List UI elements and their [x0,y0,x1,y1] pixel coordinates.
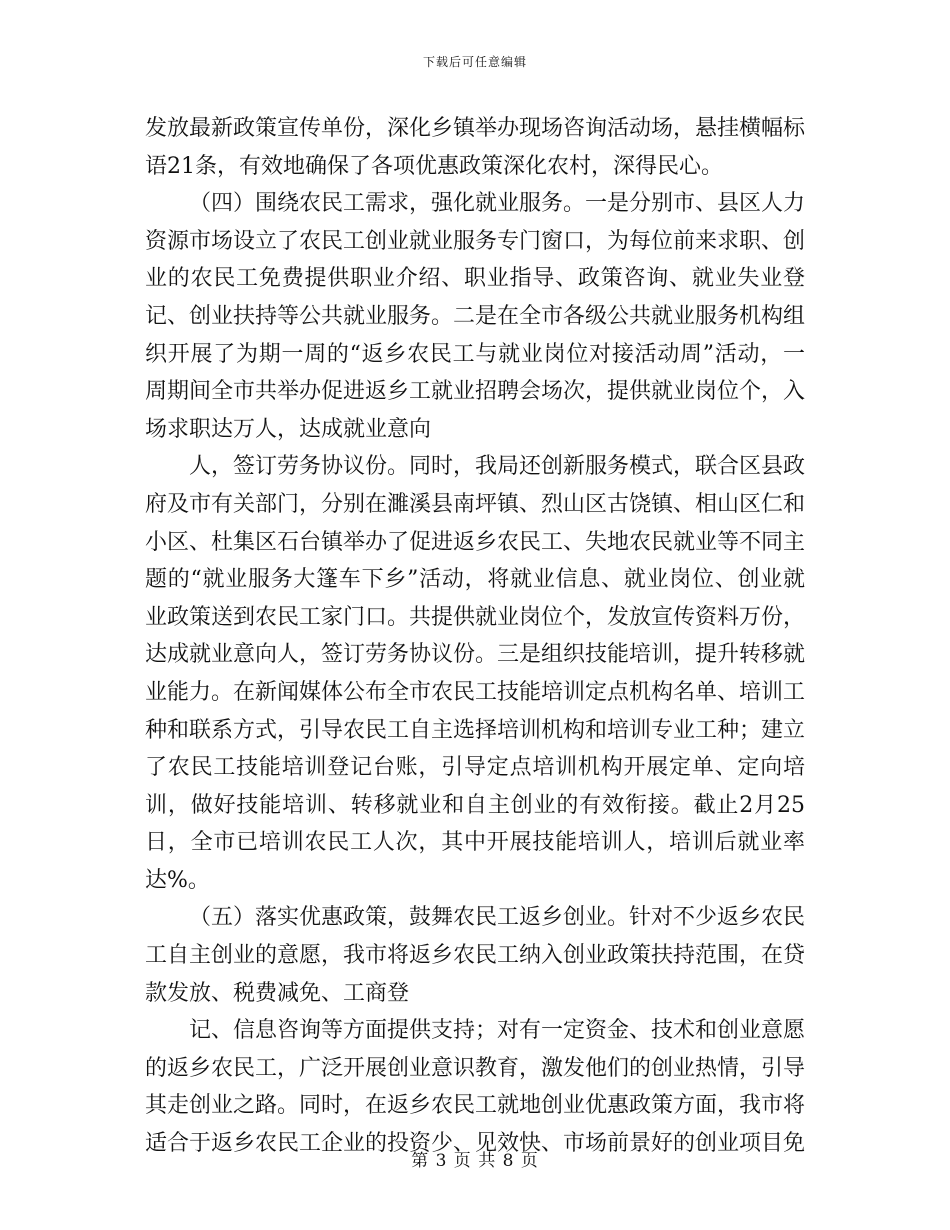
paragraph-4: （五）落实优惠政策，鼓舞农民工返乡创业。针对不少返乡农民工自主创业的意愿，我市将返乡农民工纳入创业政策扶持范围，在贷款发放、税费减免、工商登 [145,905,806,1006]
paragraph-2: （四）围绕农民工需求，强化就业服务。一是分别市、县区人力资源市场设立了农民工创业就业服务专门窗口，为每位前来求职、创业的农民工免费提供职业介绍、职业指导、政策咨询、就业失业登记、创业扶持等公共就业服务。二是在全市各级公共就业服务机构组织开展了为期一周的“返乡农民工与就业岗位对接活动周”活动，一周期间全市共举办促进返乡工就业招聘会场次，提供就业岗位个，入场求职达万人，达成就业意向 [145,191,806,442]
paragraph-5: 记、信息咨询等方面提供支持；对有一定资金、技术和创业意愿的返乡农民工，广泛开展创业意识教育，激发他们的创业热情，引导其走创业之路。同时，在返乡农民工就地创业优惠政策方面，我市将适合于返乡农民工企业的投资少、见效快、市场前景好的创业项目免 [145,1018,806,1157]
paragraph-1: 发放最新政策宣传单份，深化乡镇举办现场咨询活动场，悬挂横幅标语21条，有效地确保了各项优惠政策深化农村，深得民心。 [145,116,806,179]
page-footer: 第 3 页 共 8 页 [411,1151,539,1171]
paragraph-3: 人，签订劳务协议份。同时，我局还创新服务模式，联合区县政府及市有关部门，分别在濉溪县南坪镇、烈山区古饶镇、相山区仁和小区、杜集区石台镇举办了促进返乡农民工、失地农民就业等不同主题的“就业服务大篷车下乡”活动，将就业信息、就业岗位、创业就业政策送到农民工家门口。共提供就业岗位个，发放宣传资料万份，达成就业意向人，签订劳务协议份。三是组织技能培训，提升转移就业能力。在新闻媒体公布全市农民工技能培训定点机构名单、培训工种和联系方式，引导农民工自主选择培训机构和培训专业工种；建立了农民工技能培训登记台账，引导定点培训机构开展定单、定向培训，做好技能培训、转移就业和自主创业的有效衔接。截止2月25日，全市已培训农民工人次，其中开展技能培训人，培训后就业率达%。 [145,454,806,893]
page-header: 下载后可任意编辑 [422,55,527,69]
document-body [145,110,805,1163]
